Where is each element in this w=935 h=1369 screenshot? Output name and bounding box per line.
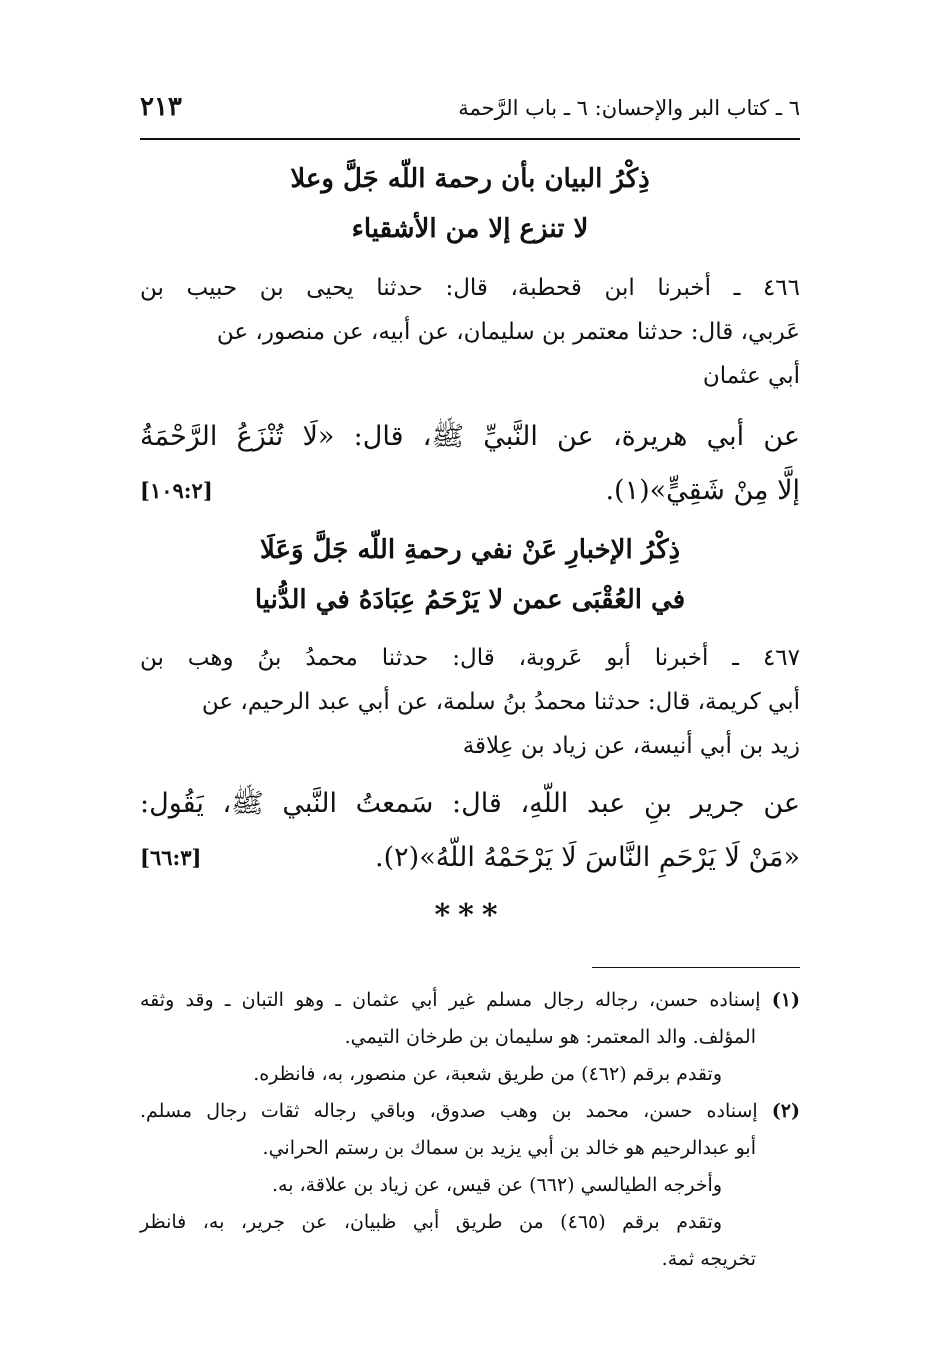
section-heading-1-line-2: لا تنزع إلا من الأشقياء [351, 214, 589, 244]
page-number: ٢١٣ [140, 92, 182, 122]
isnad-line: ٤٦٦ ـ أخبرنا ابن قحطبة، قال: حدثنا يحيى بن حبيب بن [140, 275, 800, 301]
section-heading-2-line-2: في العُقْبَى عمن لا يَرْحَمُ عِبَادَهُ في الدُّنيا [254, 585, 686, 615]
footnotes [140, 982, 800, 1278]
footnote-1 [140, 982, 800, 1019]
isnad-line: أبي كريمة، قال: حدثنا محمدُ بنُ سلمة، عن أبي عبد الرحيم، عن [201, 689, 800, 715]
hadith-467-isnad [140, 636, 800, 768]
footnote-line: المؤلف. والد المعتمر: هو سليمان بن طرخان التيمي. [344, 1026, 756, 1048]
footnote-line: وتقدم برقم (٤٦٥) من طريق أبي ظبيان، عن جرير، به، فانظر [140, 1211, 722, 1233]
hadith-reference: [١٠٩:٢] [140, 478, 213, 503]
footnote-line: أبو عبدالرحيم هو خالد بن أبي يزيد بن سماك بن رستم الحراني. [262, 1137, 756, 1159]
hadith-reference: [٦٦:٣] [140, 845, 202, 870]
isnad-line: عَربي، قال: حدثنا معتمر بن سليمان، عن أبيه، عن منصور، عن [216, 319, 800, 345]
section-heading-2-line-1: ذِكْرُ الإخبارِ عَنْ نفي رحمةِ اللّه جَلَّ وَعَلَا [259, 535, 681, 565]
section-heading-1-line-1: ذِكْرُ البيان بأن رحمة اللّه جَلَّ وعلا [290, 164, 650, 194]
matn-line [140, 464, 800, 518]
header-rule [140, 138, 800, 140]
matn-line-text: إلَّا مِنْ شَقِيٍّ»(١). [605, 475, 800, 506]
footnote-line: وأخرجه الطيالسي (٦٦٢) عن قيس، عن زياد بن علاقة، به. [272, 1174, 722, 1196]
running-head: ٦ ـ كتاب البر والإحسان: ٦ ـ باب الرَّحمة [458, 96, 800, 120]
footnote-line: وتقدم برقم (٤٦٢) من طريق شعبة، عن منصور، به، فانظره. [253, 1063, 722, 1085]
footnote-marker: (٢) [771, 1100, 800, 1122]
isnad-line: ٤٦٧ ـ أخبرنا أبو عَروبة، قال: حدثنا محمدُ بنُ وهب بن [140, 645, 800, 671]
matn-line: عن جرير بنِ عبد اللّهِ، قال: سَمعتُ النَّبي ﷺ، يَقُول: [140, 788, 800, 819]
isnad-line: زيد بن أبي أنيسة، عن زياد بن عِلاقة [462, 733, 800, 759]
footnote-line: تخريجه ثمة. [661, 1248, 756, 1270]
hadith-466-isnad [140, 266, 800, 398]
section-heading-1 [140, 154, 800, 254]
footnote-text: إسناده حسن، رجاله رجال مسلم غير أبي عثمان ـ وهو التبان ـ وقد وثقه [140, 989, 761, 1011]
matn-line-text: «مَنْ لَا يَرْحَمِ النَّاسَ لَا يَرْحَمْهُ اللّهُ»(٢). [375, 842, 800, 873]
footnote-text: إسناده حسن، محمد بن وهب صدوق، وباقي رجاله ثقات رجال مسلم. [140, 1100, 758, 1122]
section-heading-2 [140, 525, 800, 625]
hadith-466-matn [140, 410, 800, 518]
section-separator: *** [434, 898, 506, 933]
matn-line: عن أبي هريرة، عن النَّبيِّ ﷺ، قال: «لَا تُنْزَعُ الرَّحْمَةُ [140, 421, 800, 452]
footnote-marker: (١) [771, 989, 800, 1011]
hadith-467-matn [140, 777, 800, 885]
footnote-2 [140, 1093, 800, 1130]
matn-line [140, 831, 800, 885]
footnote-rule [592, 967, 800, 968]
isnad-line: أبي عثمان [702, 363, 800, 389]
page-header [140, 90, 800, 134]
